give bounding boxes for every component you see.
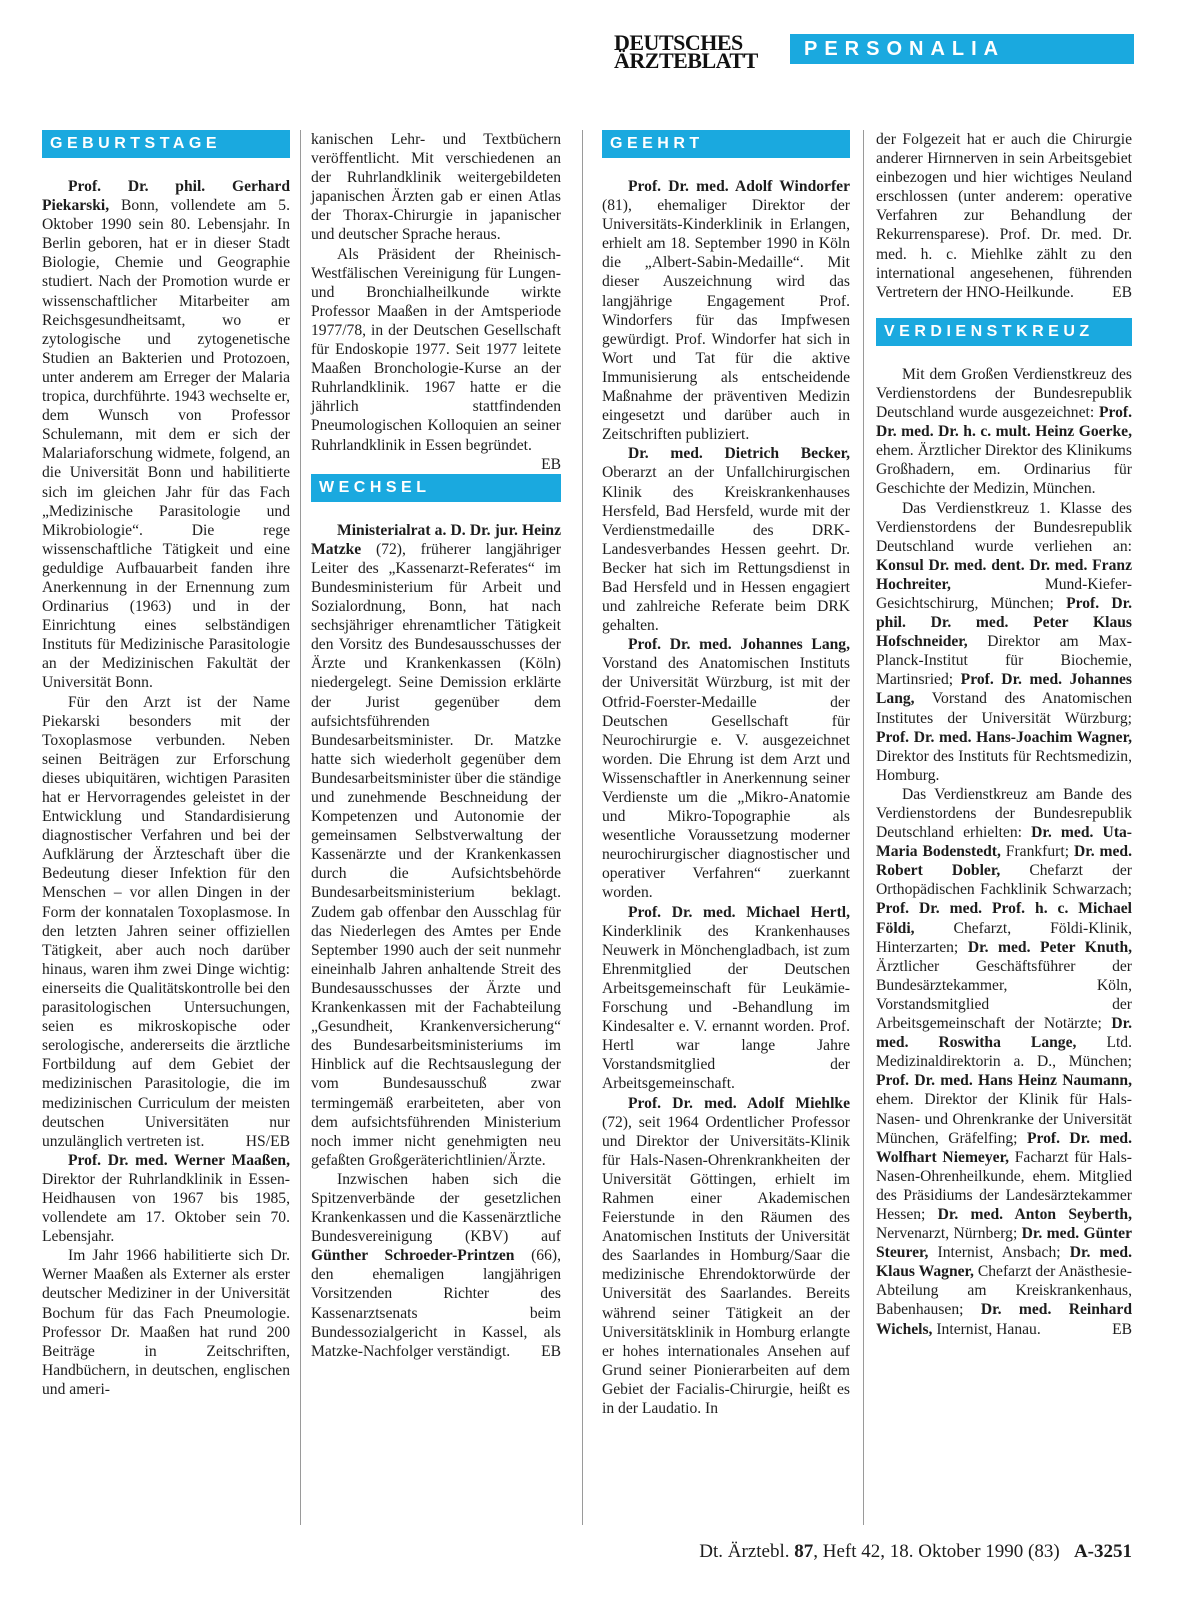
article-text: Im Jahr 1966 habilitierte sich Dr. Werner Maaßen als Externer als erster deutscher Mediziner in der Universität Bochum für das Fach Pneumologie. Professor Dr. Maaßen hat rund 200 Beiträge in Zeitschriften, Handbüchern, in deutschen, englischen und ameri-: [42, 1247, 290, 1398]
person-name: Dr. med. Klaus Wagner,: [876, 1244, 1132, 1281]
article-text: (66), den ehemaligen langjährigen Vorsitzenden Richter des Kassenarztsenats beim Bundessozialgericht in Kassel, als Matzke-Nachfolger verständigt.: [311, 1247, 561, 1360]
article-goerke: [876, 365, 1132, 499]
article-text: (72), seit 1964 Ordentlicher Professor und Direktor der Universitäts-Klinik für Hals-Nasen-Ohrenkrankheiten der Universität Göttingen, erhielt im Rahmen einer Akademischen Feierstunde in den Räumen des Anatomischen Instituts der Universität des Saarlandes in Homburg/Saar die medizinische Ehrendoktorwürde der Universität des Saarlandes. Bereits während seiner Tätigkeit an der Universitätsklinik in Homburg erlangte er hohes internationales Ansehen auf Grund seiner Pionierarbeiten auf dem Gebiet der Facialis-Chirurgie, heißt es in der Laudatio. In: [602, 1113, 850, 1417]
person-name: Prof. Dr. med. Hans-Joachim Wagner,: [876, 728, 1132, 746]
column-3: [602, 130, 850, 1418]
article-text: kanischen Lehr- und Textbüchern veröffentlicht. Mit verschiedenen an der Ruhrlandklinik weitergebildeten japanischen Ärzten gab er einen Atlas der Thorax-Chirurgie in japanischer und deutscher Sprache heraus.: [311, 131, 561, 244]
person-name: Dr. med. Peter Knuth,: [967, 938, 1133, 956]
article-text: Chefarzt der Anästhesie-Abteilung am Kreiskrankenhaus, Babenhausen;: [876, 1263, 1132, 1319]
person-name: Prof. Dr. med. Prof. h. c. Michael Földi,: [876, 900, 1132, 937]
article-miehlke-cont: [876, 130, 1132, 302]
article-piekarski-cont: [42, 693, 290, 1151]
article-text: Direktor der Ruhrlandklinik in Essen-Heidhausen von 1967 bis 1985, vollendete am 17. Oktober sein 70. Lebensjahr.: [42, 1170, 290, 1246]
person-name: Prof. Dr. med. Johannes Lang,: [628, 636, 850, 654]
article-miehlke: [602, 1094, 850, 1419]
article-text: Nervenarzt, Nürnberg;: [876, 1225, 1022, 1243]
article-text: Bonn, vollendete am 5. Oktober 1990 sein 80. Lebensjahr. In Berlin geboren, hat er in dieser Stadt Biologie, Chemie und Geographie studiert. Nach der Promotion wurde er wissenschaftlicher Mitarbeiter am Reichsgesundheitsamt, wo er zytologische und zytogenetische Studien an Bakterien und Protozoen, unter anderem am Erreger der Malaria tropica, durchführte. 1943 wechselte er, dem Wunsch von Professor Schulemann, mit dem er sich der Malariaforschung widmete, folgend, an die Universität Bonn und habilitierte sich im gleichen Jahr für das Fach „Medizinische Parasitologie und Mikrobiologie“. Die rege wissenschaftliche Tätigkeit und eine geduldige Aufbauarbeit fanden ihre Anerkennung in der Ernennung zum Ordinarius (1963) und in der Einrichtung eines selbständigen Instituts für Medizinische Parasitologie an der Medizinischen Fakultät der Universität Bonn.: [42, 197, 290, 692]
article-text: Direktor am Max-Planck-Institut für Biochemie, Martinsried;: [876, 633, 1132, 689]
article-text: Kinderklinik des Krankenhauses Neuwerk in Mönchengladbach, ist zum Ehrenmitglied der Deutschen Arbeitsgemeinschaft für Leukämie-Forschung und -Behandlung im Kindesalter e. V. ernannt worden. Prof. Hertl war lange Jahre Vorstandsmitglied der Arbeitsgemeinschaft.: [602, 922, 850, 1093]
column-2: [311, 130, 561, 1361]
author-signature: EB: [1112, 283, 1132, 301]
article-hertl: [602, 903, 850, 1094]
article-matzke: [311, 521, 561, 1170]
person-name: Prof. Dr. med. Hans Heinz Naumann,: [876, 1072, 1132, 1090]
article-maassen-cont3: [311, 245, 561, 473]
person-name: Prof. Dr. med. Michael Hertl,: [628, 903, 850, 921]
article-text: Mit dem Großen Verdienstkreuz des Verdienstordens der Bundesrepublik Deutschland wurde ausgezeichnet:: [876, 365, 1132, 422]
person-name: Konsul Dr. med. dent. Dr. med. Franz Hochreiter,: [876, 556, 1132, 593]
article-text: der Folgezeit hat er auch die Chirurgie anderer Hirnnerven in sein Arbeitsgebiet einbezogen und hier wichtiges Neuland erschlossen (unter anderem: operative Verfahren zur Behandlung der Rekurrensparese). Prof. Dr. med. Dr. med. h. c. Miehlke zählt zu den international angesehenen, führenden Vertretern der HNO-Heilkunde.: [876, 131, 1132, 301]
person-name: Prof. Dr. med. Werner Maaßen,: [68, 1151, 290, 1169]
article-text: Mund-Kiefer-Gesichtschirurg, München;: [876, 575, 1132, 612]
issue-info: , Heft 42, 18. Oktober 1990 (83): [813, 1541, 1074, 1562]
section-title: PERSONALIA: [790, 34, 1134, 64]
article-text: Vorstand des Anatomischen Instituts der Universität Würzburg, ist mit der Otfrid-Foerster-Medaille der Deutschen Gesellschaft für Neurochirurgie e. V. ausgezeichnet worden. Die Ehrung ist dem Arzt und Wissenschaftler in Anerkennung seiner Verdienste um die „Mikro-Anatomie und Mikro-Topographie als wesentliche Voraussetzung moderner neurochirurgischer diagnostischer und operativer Verfahren“ zuerkannt worden.: [602, 655, 850, 902]
person-name: Dr. med. Günter Steurer,: [876, 1225, 1133, 1262]
article-becker: [602, 444, 850, 635]
article-text: (81), ehemaliger Direktor der Universitäts-Kinderklinik in Erlangen, erhielt am 18. September 1990 in Köln die „Albert-Sabin-Medaille“. Mit dieser Auszeichnung wird das langjährige Engagement Prof. Windorfers für das Impfwesen gewürdigt. Prof. Windorfer hat sich in Wort und Tat für die aktive Immunisierung als entscheidende Maßnahme der präventiven Medizin eingesetzt und darüber auch in Zeitschriften publiziert.: [602, 197, 850, 444]
article-maassen: [42, 1151, 290, 1246]
article-text: Facharzt für Hals-Nasen-Ohrenheilkunde, ehem. Mitglied des Präsidiums der Landesärztekammer Hessen;: [876, 1148, 1132, 1223]
article-maassen-cont2: [311, 130, 561, 245]
journal-logo: [614, 30, 784, 73]
brand-line-1: DEUTSCHES: [614, 30, 743, 55]
article-text: Internist, Ansbach;: [928, 1244, 1070, 1262]
article-text: Vorstand des Anatomischen Institutes der Universität Würzburg;: [876, 690, 1132, 727]
person-name: Ministerialrat a. D. Dr. jur. Heinz Matzke: [311, 521, 561, 558]
article-text: Als Präsident der Rheinisch-Westfälischen Vereinigung für Lungen- und Bronchialheilkunde wirkte Professor Maaßen in der Amtsperiode 1977/78, in der Deutschen Gesellschaft für Endoskopie 1977. Seit 1977 leitete Maaßen Bronchologie-Kurse an der Ruhrlandklinik. 1967 hatte er die jährlich stattfindenden Pneumologischen Kolloquien an seiner Ruhrlandklinik in Essen begründet.: [311, 245, 561, 454]
author-signature: EB: [541, 1342, 561, 1360]
article-verdienstkreuz-am-bande: [876, 785, 1132, 1339]
article-text: Das Verdienstkreuz am Bande des Verdienstordens der Bundesrepublik Deutschland erhielten:: [876, 785, 1132, 842]
person-name: Prof. Dr. med. Johannes Lang,: [876, 671, 1132, 708]
article-lang: [602, 635, 850, 902]
article-text: Inzwischen haben sich die Spitzenverbände der gesetzlichen Krankenkassen und die Kassenärztliche Bundesvereinigung (KBV) auf: [311, 1170, 561, 1246]
journal-citation: Dt. Ärztebl.: [699, 1541, 795, 1562]
article-text: Chefarzt, Földi-Klinik, Hinterzarten;: [876, 919, 1132, 956]
article-text: Internist, Hanau.: [932, 1320, 1041, 1338]
author-signature: EB: [541, 455, 561, 473]
person-name: Prof. Dr. phil. Gerhard Piekarski,: [42, 178, 290, 215]
person-name: Prof. Dr. med. Dr. h. c. mult. Heinz Goerke,: [876, 404, 1132, 441]
person-name: Dr. med. Uta-Maria Bodenstedt,: [876, 824, 1132, 861]
article-maassen-cont: [42, 1246, 290, 1399]
page-footer: [608, 1538, 1132, 1566]
section-heading-geburtstage: GEBURTSTAGE: [42, 130, 290, 158]
column-rule: [582, 130, 583, 1525]
article-schroeder-printzen: [311, 1170, 561, 1361]
person-name: Dr. med. Dietrich Becker,: [628, 445, 850, 463]
masthead: [614, 30, 1134, 73]
article-text: Direktor des Instituts für Rechtsmedizin, Homburg.: [876, 747, 1132, 784]
column-rule: [300, 130, 301, 1525]
person-name: Prof. Dr. phil. Dr. med. Peter Klaus Hofschneider,: [876, 594, 1133, 651]
section-heading-wechsel: WECHSEL: [311, 474, 561, 502]
article-text: Ltd. Medizinaldirektorin a. D., München;: [876, 1034, 1133, 1071]
column-rule: [863, 130, 864, 1525]
person-name: Dr. med. Reinhard Wichels,: [876, 1301, 1132, 1338]
article-text: Ärztlicher Geschäftsführer der Bundesärztekammer, Köln, Vorstandsmitglied der Arbeitsgemeinschaft der Notärzte;: [876, 957, 1132, 1033]
person-name: Dr. med. Robert Dobler,: [876, 843, 1132, 880]
article-text: Frankfurt;: [1000, 843, 1074, 861]
column-4: [876, 130, 1132, 1339]
article-verdienstkreuz-1-klasse: [876, 499, 1132, 785]
person-name: Prof. Dr. med. Wolfhart Niemeyer,: [876, 1129, 1132, 1166]
section-heading-geehrt: GEEHRT: [602, 130, 850, 158]
article-text: Oberarzt an der Unfallchirurgischen Klinik des Kreiskrankenhauses Hersfeld, Bad Hersfeld, wurde mit der Verdienstmedaille des DRK-Landesverbandes Hessen geehrt. Dr. Becker hat sich im Rettungsdienst in Bad Hersfeld und in Hessen engagiert und zahlreiche Referate beim DRK gehalten.: [602, 464, 850, 635]
article-text: Das Verdienstkreuz 1. Klasse des Verdienstordens der Bundesrepublik Deutschland wurde verliehen an:: [876, 499, 1132, 555]
section-heading-verdienstkreuz: VERDIENSTKREUZ: [876, 318, 1132, 346]
article-text: ehem. Direktor der Klinik für Hals-Nasen- und Ohrenkranke der Universität München, Gräfelfing;: [876, 1091, 1132, 1147]
page-number: A-3251: [1073, 1541, 1132, 1562]
article-piekarski: [42, 177, 290, 693]
volume-number: 87: [794, 1541, 814, 1562]
person-name: Dr. med. Anton Seyberth,: [937, 1205, 1132, 1223]
brand-line-2: ÄRZTEBLATT: [614, 48, 758, 73]
person-name: Dr. med. Roswitha Lange,: [876, 1015, 1132, 1052]
article-text: ehem. Ärztlicher Direktor des Klinikums Großhadern, em. Ordinarius für Geschichte der Medizin, München.: [876, 442, 1132, 498]
author-signature: EB: [1112, 1320, 1132, 1338]
person-name: Prof. Dr. med. Adolf Miehlke: [628, 1094, 850, 1112]
person-name: Prof. Dr. med. Adolf Windorfer: [628, 178, 850, 195]
article-windorfer: [602, 177, 850, 444]
article-text: Chefarzt der Orthopädischen Fachklinik Schwarzach;: [876, 862, 1132, 899]
person-name: Günther Schroeder-Printzen: [311, 1247, 515, 1265]
article-text: Für den Arzt ist der Name Piekarski besonders mit der Toxoplasmose verbunden. Neben seinen Beiträgen zur Erforschung dieses ubiquitären, wichtigen Parasiten hat er Hervorragendes geleistet in der Entwicklung und Standardisierung diagnostischer Verfahren und bei der Aufklärung der Ärzteschaft über die Bedeutung dieser Infektion für den Menschen – vor allen Dingen in der Form der konnatalen Toxoplasmose. In den letzten Jahren seiner offiziellen Tätigkeit, aber auch noch darüber hinaus, waren ihm zwei Dinge wichtig: einerseits die Qualitätskontrolle bei den parasitologischen Untersuchungen, seien es mikroskopische oder serologische, andererseits die ärztliche Fortbildung auf dem Gebiet der medizinischen Parasitologie, die im medizinischen Curriculum der meisten deutschen Universitäten nur unzulänglich vertreten ist.: [42, 693, 290, 1150]
author-signature: HS/EB: [245, 1132, 290, 1150]
column-1: [42, 130, 290, 1399]
article-text: (72), früherer langjähriger Leiter des „Kassenarzt-Referates“ im Bundesministerium für Arbeit und Sozialordnung, Bonn, hat nach sechsjähriger ehrenamtlicher Tätigkeit den Vorsitz des Bundesausschusses der Ärzte und Krankenkassen (Köln) niedergelegt. Seine Demission erklärte der Jurist gegenüber dem aufsichtsführenden Bundesarbeitsminister. Dr. Matzke hatte sich wiederholt gegenüber dem Bundesarbeitsminister über die ständige und zunehmende Beschneidung der Kompetenzen und Autonomie der gemeinsamen Selbstverwaltung der Kassenärzte und der Krankenkassen durch die Aufsichtsbehörde Bundesarbeitsministerium beklagt. Zudem gab offenbar den Ausschlag für das Niederlegen des Amtes per Ende September 1990 auch der seit nunmehr eineinhalb Jahren anhaltende Streit des Bundesausschusses der Ärzte und Krankenkassen mit der Fachabteilung „Gesundheit, Krankenversicherung“ des Bundesarbeitsministeriums im Hinblick auf die Rechtsauslegung der vom Bundesausschuß zwar termingemäß erarbeiteten, aber von dem aufsichtsführenden Ministerium noch immer nicht genehmigten neu gefaßten Großgeräterichtlinien/Ärzte.: [311, 540, 561, 1169]
